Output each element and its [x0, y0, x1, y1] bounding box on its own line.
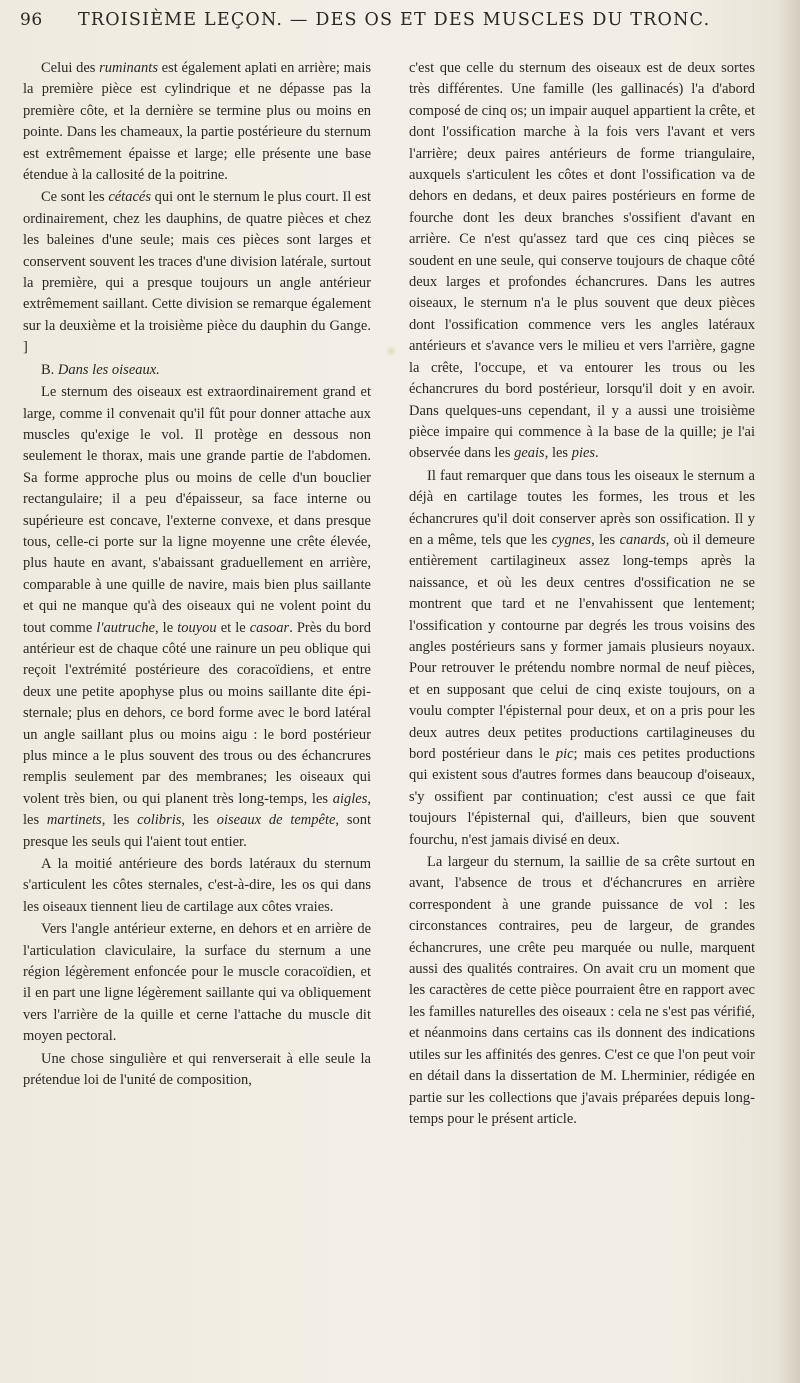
paragraph-coracoidien: Vers l'angle antérieur externe, en dehors et en arrière de l'articulation claviculaire, la surface du sternum a une région légèrement enfoncée pour le muscle coracoïdien, et il en part une ligne légèrement saillante qui va obliquement vers l'arrière de la quille et cerne l'attache du muscle dit moyen pectoral.	[23, 921, 371, 1045]
paragraph-sternum-birds: Le sternum des oiseaux est extraordinairement grand et large, comme il convenait qu'il fût pour donner attache aux muscles qu'exige le vol. Il protège en dessous non seulement le thorax, mais une grande partie de l'abdomen. Sa forme approche plus ou moins de celle d'un bouclier rectangulaire; il a peu d'épaisseur, sa face interne ou supérieure est concave, l'externe convexe, et dans presque tous, celle-ci porte sur la ligne moyenne une crête élevée, plus haute en avant, s'abaissant graduellement en arrière, comparable à une quille de navire, mais bien plus saillante et qui ne manque qu'à des oiseaux qui ne volent point du tout comme l'autruche, le touyou et le casoar. Près du bord antérieur est de chaque côté une rainure un peu oblique qui reçoit l'extrémité postérieure des coracoïdiens, et entre deux une petite apophyse plus ou moins saillante dite épi-sternale; plus en dehors, ce bord forme avec le bord latéral un angle saillant plus ou moins aigu : le bord postérieur plus mince a le plus souvent des trous ou des échancrures remplis seulement par des membranes; les oiseaux qui volent très bien, ou qui planent très long-temps, les aigles, les martinets, les colibris, les oiseaux de tempête, sont presque les seuls qui l'aient tout entier.	[23, 384, 372, 850]
page-header	[20, 8, 756, 38]
right-column	[409, 58, 755, 1130]
left-column	[23, 58, 371, 1092]
paragraph-loi-unite: Une chose singulière et qui renverserait à elle seule la prétendue loi de l'unité de composition,	[23, 1050, 371, 1089]
paragraph-cetaces: Ce sont les cétacés qui ont le sternum le plus court. Il est ordinairement, chez les dauphins, de quatre pièces et chez les baleines d'une seule; mais ces pièces sont larges et conservent souvent les traces d'une division latérale, surtout la première, qui a presque toujours un angle antérieur extrêmement saillant. Cette division se remarque également sur la deuxième et la troisième pièce du dauphin du Gange. ]	[23, 189, 371, 356]
paragraph-cartilage: Il faut remarquer que dans tous les oiseaux le sternum a déjà en cartilage toutes les formes, les trous et les échancrures qu'il doit conserver après son ossification. Il y en a même, tels que les cygnes, les canards, où il demeure entièrement cartilagineux assez long-temps après la naissance, et où les deux centres d'ossification ne se montrent que tard et ne l'envahissent que lentement; l'ossification y contourne par degrés les trous voisins des angles postérieurs sans y former jamais plusieurs noyaux. Pour retrouver le prétendu nombre normal de neuf pièces, et en supposant que celui de cinq existe toujours, on a voulu compter l'épisternal pour deux, et on a pris pour les deux autres deux petites productions cartilagineuses du bord postérieur dans le pic; mais ces petites productions qui existent sous d'autres formes dans beaucoup d'oiseaux, s'y ossifient par continuation; c'est aussi ce que fait toujours l'épisternal qui, d'ailleurs, bien que souvent fourchu, n'est jamais divisé en deux.	[409, 467, 755, 848]
page-edge-shadow	[778, 0, 800, 1383]
paragraph-deux-sortes: c'est que celle du sternum des oiseaux est de deux sortes très différentes. Une famille (les gallinacés) l'a d'abord composé de cinq os; un impair auquel appartient la crête, et dont l'ossification marche à la fois vers l'avant et vers l'arrière; deux paires antérieurs de forme triangulaire, auxquels s'articulent les côtes et dont l'ossification va de dehors en dedans, et deux paires postérieurs en forme de fourche dont les deux branches s'ossifient d'avant en arrière. Ce n'est qu'assez tard que ces cinq pièces se soudent en une seule, qui conserve toujours de chaque côté deux larges et profondes échancrures. Dans les autres oiseaux, le sternum n'a le plus souvent que deux pièces dont l'ossification commence vers les angles latéraux antérieurs et s'avance vers le milieu et vers l'arrière, gagne la crête, l'occupe, et va entourer les trous ou les échancrures du bord postérieur, lorsqu'il doit y en avoir. Dans quelques-uns cependant, il y a aussi une troisième pièce impaire qui commence à la base de la quille; je l'ai observée dans les geais, les pies.	[409, 60, 755, 462]
paragraph-ruminants: Celui des ruminants est également aplati en arrière; mais la première pièce est cylindrique et ne dépasse pas la première côte, et la dernière se termine plus ou moins en pointe. Dans les chameaux, la partie postérieure du sternum est extrêmement épaisse et large; elle présente une base étendue à la callosité de la poitrine.	[23, 60, 371, 184]
section-heading-birds: B. Dans les oiseaux.	[41, 361, 160, 378]
running-head: TROISIÈME LEÇON. — DES OS ET DES MUSCLES DU TRONC.	[78, 10, 711, 30]
paragraph-largeur-sternum: La largeur du sternum, la saillie de sa crête surtout en avant, l'absence de trous et d'échancrures en arrière correspondent à une grande puissance de vol : les circonstances contraires, peu de largeur, de grandes échancrures, une crête peu marquée ou nulle, marquent aussi des qualités contraires. On avait cru un moment que les caractères de cette pièce pourraient être en rapport avec les familles naturelles des oiseaux : cela ne s'est pas vérifié, et néanmoins dans certains cas ils donnent des indications utiles sur les affinités des genres. C'est ce que l'on peut voir en détail dans la dissertation de M. Lherminier, rédigée en partie sur les collections que j'avais préparées depuis long-temps pour le présent article.	[409, 854, 755, 1127]
page-number: 96	[20, 10, 43, 30]
paragraph-cotes-sternales: A la moitié antérieure des bords latéraux du sternum s'articulent les côtes sternales, c'est-à-dire, les os qui dans les oiseaux tiennent lieu de cartilage aux côtes vraies.	[23, 856, 371, 915]
paper-stain	[385, 345, 397, 357]
